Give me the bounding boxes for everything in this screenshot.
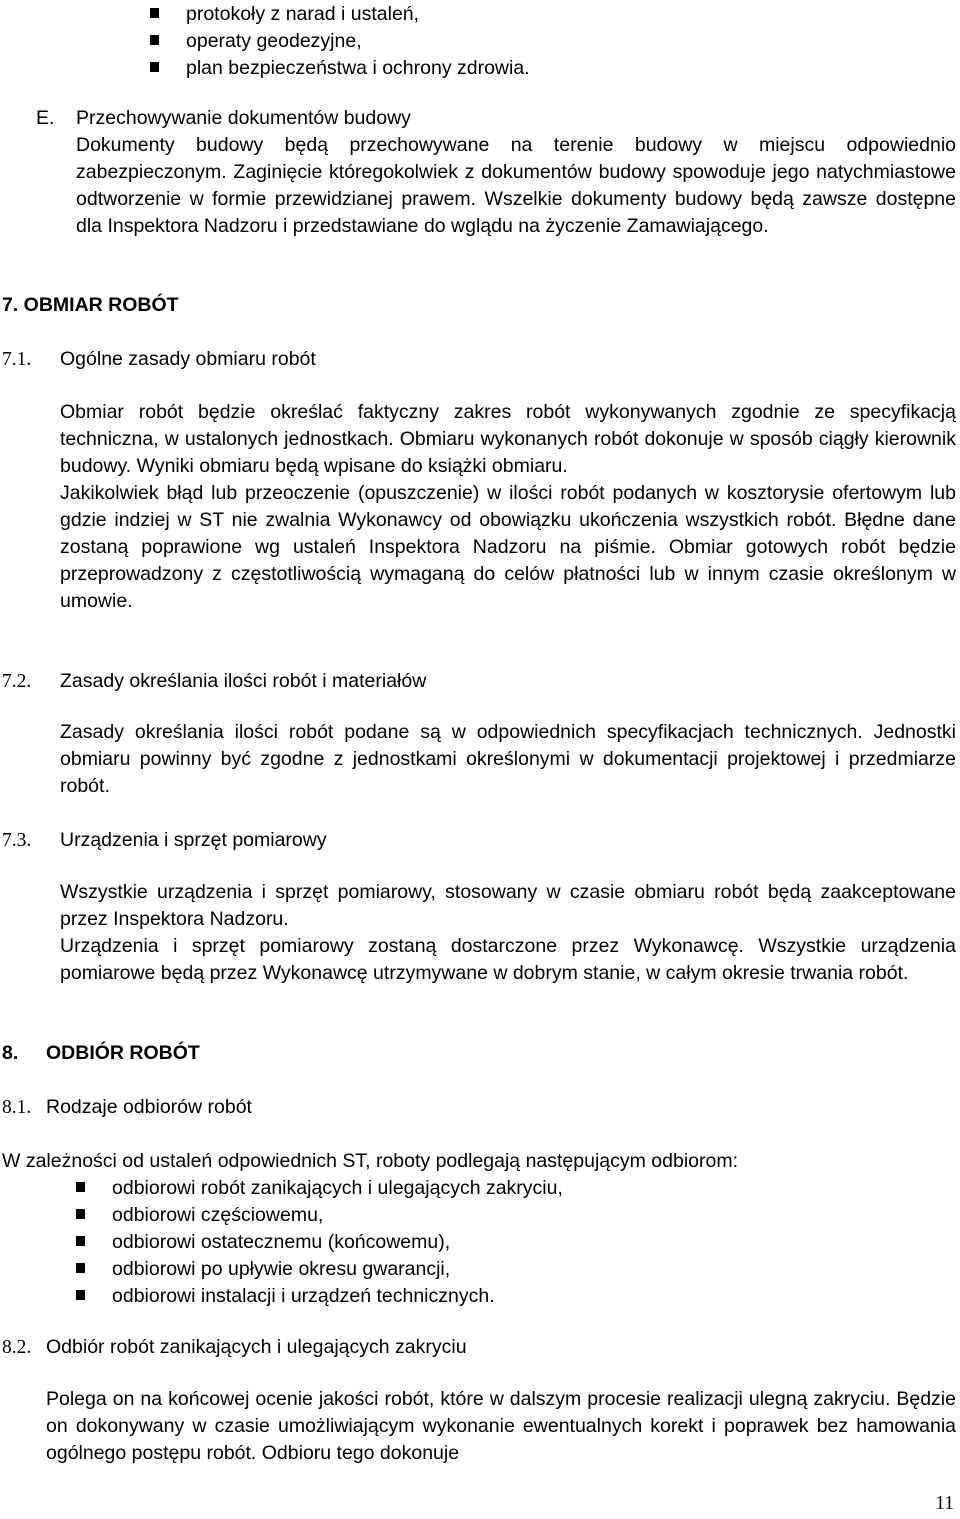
paragraph: Zasady określania ilości robót podane są w odpowiednich specyfikacjach technicznych. Jednostki obmiaru powinny być zgodne z jednostkami określonymi w dokumentacji projektowej i przedmiarze robót. <box>60 721 956 797</box>
list-item: odbiorowi po upływie okresu gwarancji, <box>76 1256 936 1283</box>
section-title: Rodzaje odbiorów robót <box>46 1096 252 1118</box>
paragraph: W zależności od ustaleń odpowiednich ST, roboty podlegają następującym odbiorom: <box>2 1150 739 1172</box>
square-bullet-icon <box>76 1236 85 1246</box>
list-item: protokoły z narad i ustaleń, <box>150 1 930 28</box>
paragraph: Obmiar robót będzie określać faktyczny zakres robót wykonywanych zgodnie ze specyfikacją techniczna, w ustalonych jednostkach. Obmiaru wykonanych robót dokonuje w sposób ciągły kierownik budowy. Wyniki obmiaru będą wpisane do książki obmiaru. <box>60 401 956 477</box>
square-bullet-icon <box>76 1182 85 1192</box>
section-body <box>60 399 956 615</box>
section-body <box>46 1386 956 1467</box>
section-body <box>60 719 956 800</box>
paragraph: Polega on na końcowej ocenie jakości robót, które w dalszym procesie realizacji ulegną zakryciu. Będzie on dokonywany w czasie umożliwiającym wykonanie ewentualnych korekt i poprawek bez hamowania ogólnego postępu robót. Odbioru tego dokonuje <box>46 1388 956 1464</box>
list-item: operaty geodezyjne, <box>150 28 930 55</box>
list-item: plan bezpieczeństwa i ochrony zdrowia. <box>150 55 930 82</box>
list-item: odbiorowi ostatecznemu (końcowemu), <box>76 1229 936 1256</box>
section-number: 8.1. <box>2 1097 32 1118</box>
section-title: Przechowywanie dokumentów budowy <box>76 107 411 129</box>
section-title: Zasady określania ilości robót i materiałów <box>60 670 427 692</box>
page-number: 11 <box>935 1493 954 1514</box>
square-bullet-icon <box>150 35 159 45</box>
chapter-heading: ODBIÓR ROBÓT <box>46 1042 200 1064</box>
section-number: 7.2. <box>2 671 32 692</box>
paragraph: Wszystkie urządzenia i sprzęt pomiarowy, stosowany w czasie obmiaru robót będą zaakceptowane przez Inspektora Nadzoru. <box>60 881 956 930</box>
square-bullet-icon <box>76 1290 85 1300</box>
section-number: 7.1. <box>2 349 32 370</box>
document-list <box>150 1 930 82</box>
document-list <box>76 1175 936 1310</box>
section-number: 8.2. <box>2 1337 32 1358</box>
list-item: odbiorowi robót zanikających i ulegających zakryciu, <box>76 1175 936 1202</box>
section-body <box>60 879 956 987</box>
section-title: Ogólne zasady obmiaru robót <box>60 348 316 370</box>
square-bullet-icon <box>150 62 159 72</box>
list-item: odbiorowi instalacji i urządzeń technicznych. <box>76 1283 936 1310</box>
chapter-heading: 7. OBMIAR ROBÓT <box>2 294 179 316</box>
square-bullet-icon <box>76 1263 85 1273</box>
paragraph: Urządzenia i sprzęt pomiarowy zostaną dostarczone przez Wykonawcę. Wszystkie urządzenia pomiarowe będą przez Wykonawcę utrzymywane w dobrym stanie, w całym okresie trwania robót. <box>60 935 956 984</box>
paragraph: Jakikolwiek błąd lub przeoczenie (opuszczenie) w ilości robót podanych w kosztorysie ofertowym lub gdzie indziej w ST nie zwalnia Wykonawcy od obowiązku ukończenia wszystkich robót. Błędne dane zostaną poprawione wg ustaleń Inspektora Nadzoru na piśmie. Obmiar gotowych robót będzie przeprowadzony z częstotliwością wymaganą do celów płatności lub w innym czasie określonym w umowie. <box>60 482 956 612</box>
square-bullet-icon <box>150 8 159 18</box>
paragraph: Dokumenty budowy będą przechowywane na terenie budowy w miejscu odpowiednio zabezpieczonym. Zaginięcie któregokolwiek z dokumentów budowy spowoduje jego natychmiastowe odtworzenie w formie przewidzianej prawem. Wszelkie dokumenty budowy będą zawsze dostępne dla Inspektora Nadzoru i przedstawiane do wglądu na życzenie Zamawiającego. <box>76 134 956 237</box>
chapter-number: 8. <box>2 1042 19 1064</box>
section-title: Urządzenia i sprzęt pomiarowy <box>60 829 327 851</box>
section-number: E. <box>36 107 55 129</box>
square-bullet-icon <box>76 1209 85 1219</box>
section-e <box>36 105 956 240</box>
section-title: Odbiór robót zanikających i ulegających zakryciu <box>46 1336 467 1358</box>
list-item: odbiorowi częściowemu, <box>76 1202 936 1229</box>
section-number: 7.3. <box>2 830 32 851</box>
